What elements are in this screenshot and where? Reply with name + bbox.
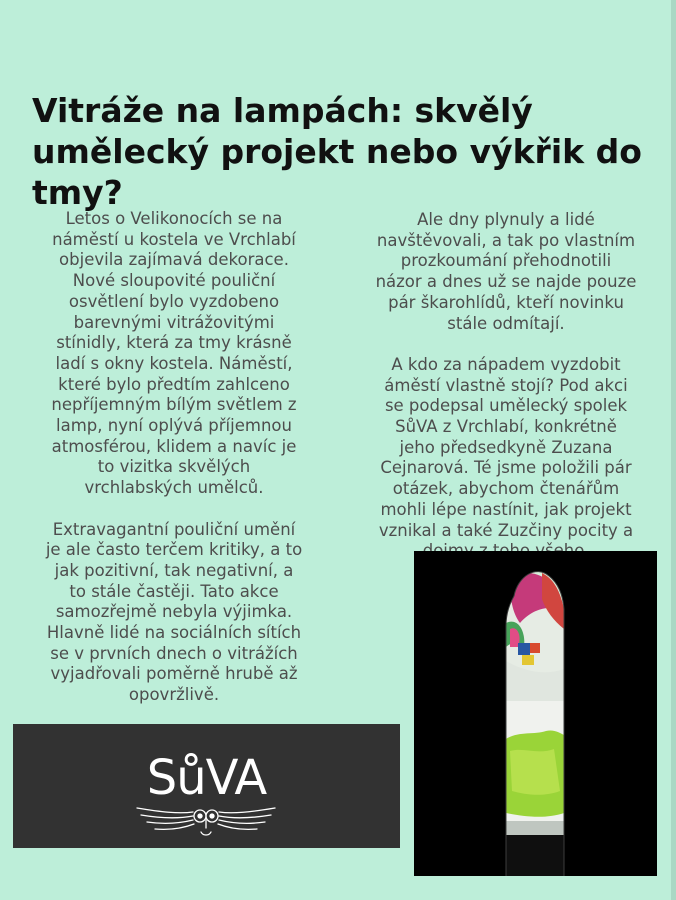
lamp-photo bbox=[414, 551, 657, 876]
suva-logo-panel bbox=[13, 724, 400, 848]
article-column-left bbox=[14, 209, 334, 727]
paragraph: Extravagantní pouliční umění je ale často terčem kritiky, a to jak pozitivní, tak negativní, a to stále častěji. Tato akce samozřejmě nebyla výjimka. Hlavně lidé na sociálních sítích se v prvních dnech o vitrážích vyjadřovali poměrně hrubě až opovržlivě. bbox=[45, 519, 303, 705]
article-title: Vitráže na lampách: skvělý umělecký projekt nebo výkřik do tmy? bbox=[32, 91, 642, 212]
stained-glass-lamp-icon bbox=[414, 551, 657, 876]
suva-logo-text: SůVA bbox=[146, 750, 267, 806]
paragraph: Letos o Velikonocích se na náměstí u kostela ve Vrchlabí objevila zajímavá dekorace. Nové sloupovité pouliční osvětlení bylo vyzdobeno barevnými vitrážovitými stínidly, která za tmy krásně ladí s okny kostela. Náměstí, které bylo předtím zahlceno nepříjemným bílým světlem z lamp, nyní oplývá příjemnou atmosférou, klidem a navíc je to vizitka skvělých vrchlabských umělců. bbox=[51, 209, 297, 498]
paragraph: A kdo za nápadem vyzdobit áměstí vlastně stojí? Pod akci se podepsal umělecký spolek SůVA z Vrchlabí, konkrétně jeho předsedkyně Zuzana Cejnarová. Té jsme položili pár otázek, abychom čtenářům mohli lépe nastínit, jak projekt vznikal a také Zuzčiny pocity a bbox=[378, 354, 634, 540]
page-edge-strip bbox=[671, 0, 676, 900]
paragraph: Ale dny plynuly a lidé navštěvovali, a tak po vlastním prozkoumání přehodnotili názor a dnes už se najde pouze pár škarohlídů, kteří novinku stále odmítají. bbox=[375, 210, 637, 333]
article-column-right bbox=[356, 210, 656, 583]
owl-wings-icon bbox=[131, 802, 281, 842]
